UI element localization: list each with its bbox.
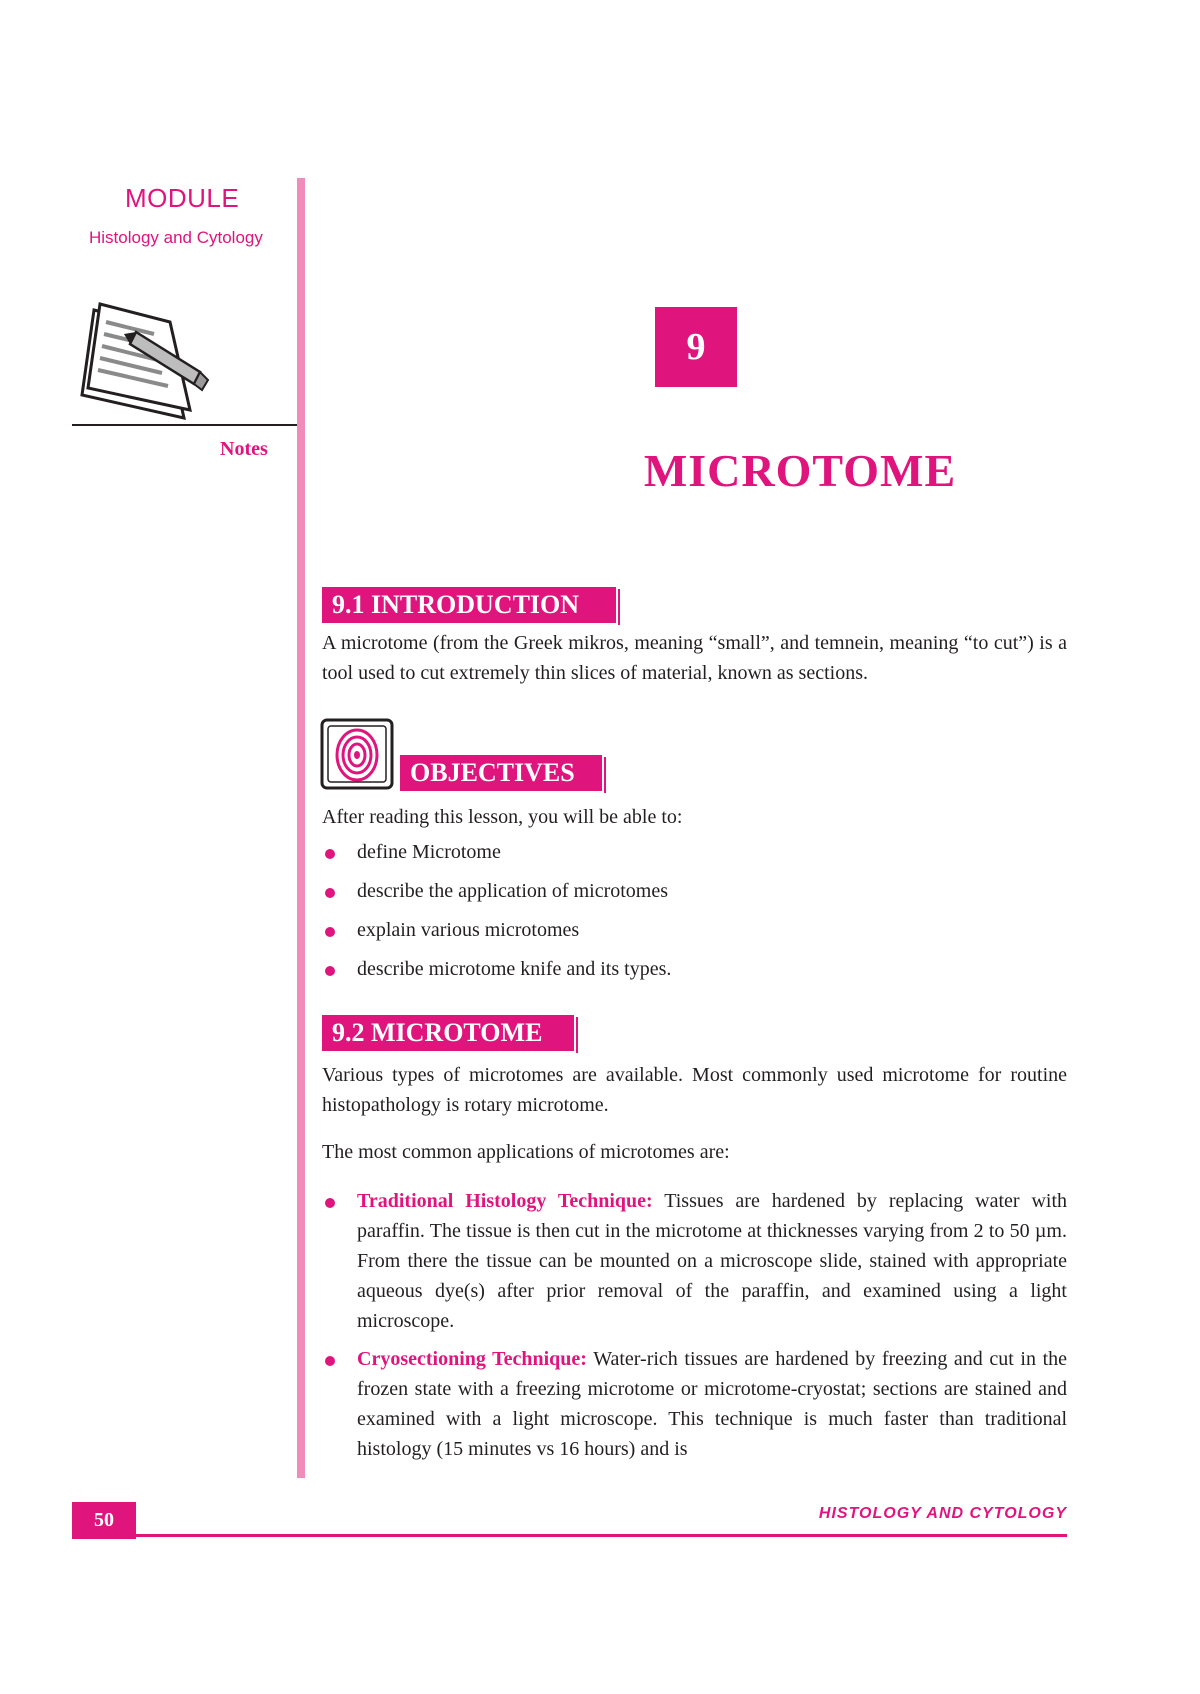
section-heading-microtome: 9.2 MICROTOME — [322, 1015, 574, 1051]
objective-item: define Microtome — [322, 837, 1067, 876]
objective-item: describe microtome knife and its types. — [322, 954, 1067, 993]
notes-label: Notes — [220, 438, 268, 460]
module-subtitle: Histology and Cytology — [89, 228, 263, 247]
module-label: MODULE — [125, 183, 240, 213]
microtome-paragraph: Various types of microtomes are available. Most commonly used microtome for routine histopathology is rotary microtome. — [322, 1064, 1067, 1116]
section-heading-introduction: 9.1 INTRODUCTION — [322, 587, 616, 623]
objectives-intro: After reading this lesson, you will be able to: — [322, 806, 683, 828]
application-term: Cryosectioning Technique: — [357, 1348, 587, 1370]
notes-icon — [72, 300, 212, 430]
section-heading-objectives: OBJECTIVES — [400, 755, 602, 791]
objectives-list — [322, 837, 1067, 993]
notes-divider — [72, 424, 300, 426]
objective-item: explain various microtomes — [322, 915, 1067, 954]
application-description: Water-rich tissues are hardened by freezing and cut in the frozen state with a freezing microtome or microtome-cryostat; sections are stained and examined with a light microscope. This technique is much faster than traditional histology (15 minutes vs 16 hours) and is — [357, 1348, 1068, 1460]
application-description: Tissues are hardened by replacing water with paraffin. The tissue is then cut in the microtome at thicknesses varying from 2 to 50 µm. From there the tissue can be mounted on a microscope slide, stained with appropriate aqueous dye(s) after prior removal of the paraffin, and examined using a light microscope. — [357, 1190, 1068, 1332]
running-title: HISTOLOGY AND CYTOLOGY — [818, 1505, 1067, 1522]
applications-list — [322, 1186, 1067, 1472]
applications-intro: The most common applications of microtomes are: — [322, 1141, 730, 1163]
application-term: Traditional Histology Technique: — [357, 1190, 653, 1212]
application-item — [322, 1186, 1067, 1336]
objective-item: describe the application of microtomes — [322, 876, 1067, 915]
chapter-number: 9 — [655, 307, 737, 387]
margin-vertical-line — [297, 178, 305, 1478]
page-number: 50 — [72, 1502, 136, 1539]
introduction-paragraph: A microtome (from the Greek mikros, meaning “small”, and temnein, meaning “to cut”) is a tool used to cut extremely thin slices of material, known as sections. — [322, 632, 1067, 684]
objectives-target-icon — [320, 718, 394, 790]
application-item — [322, 1344, 1067, 1464]
chapter-title: MICROTOME — [643, 445, 957, 496]
footer-rule — [72, 1534, 1067, 1537]
